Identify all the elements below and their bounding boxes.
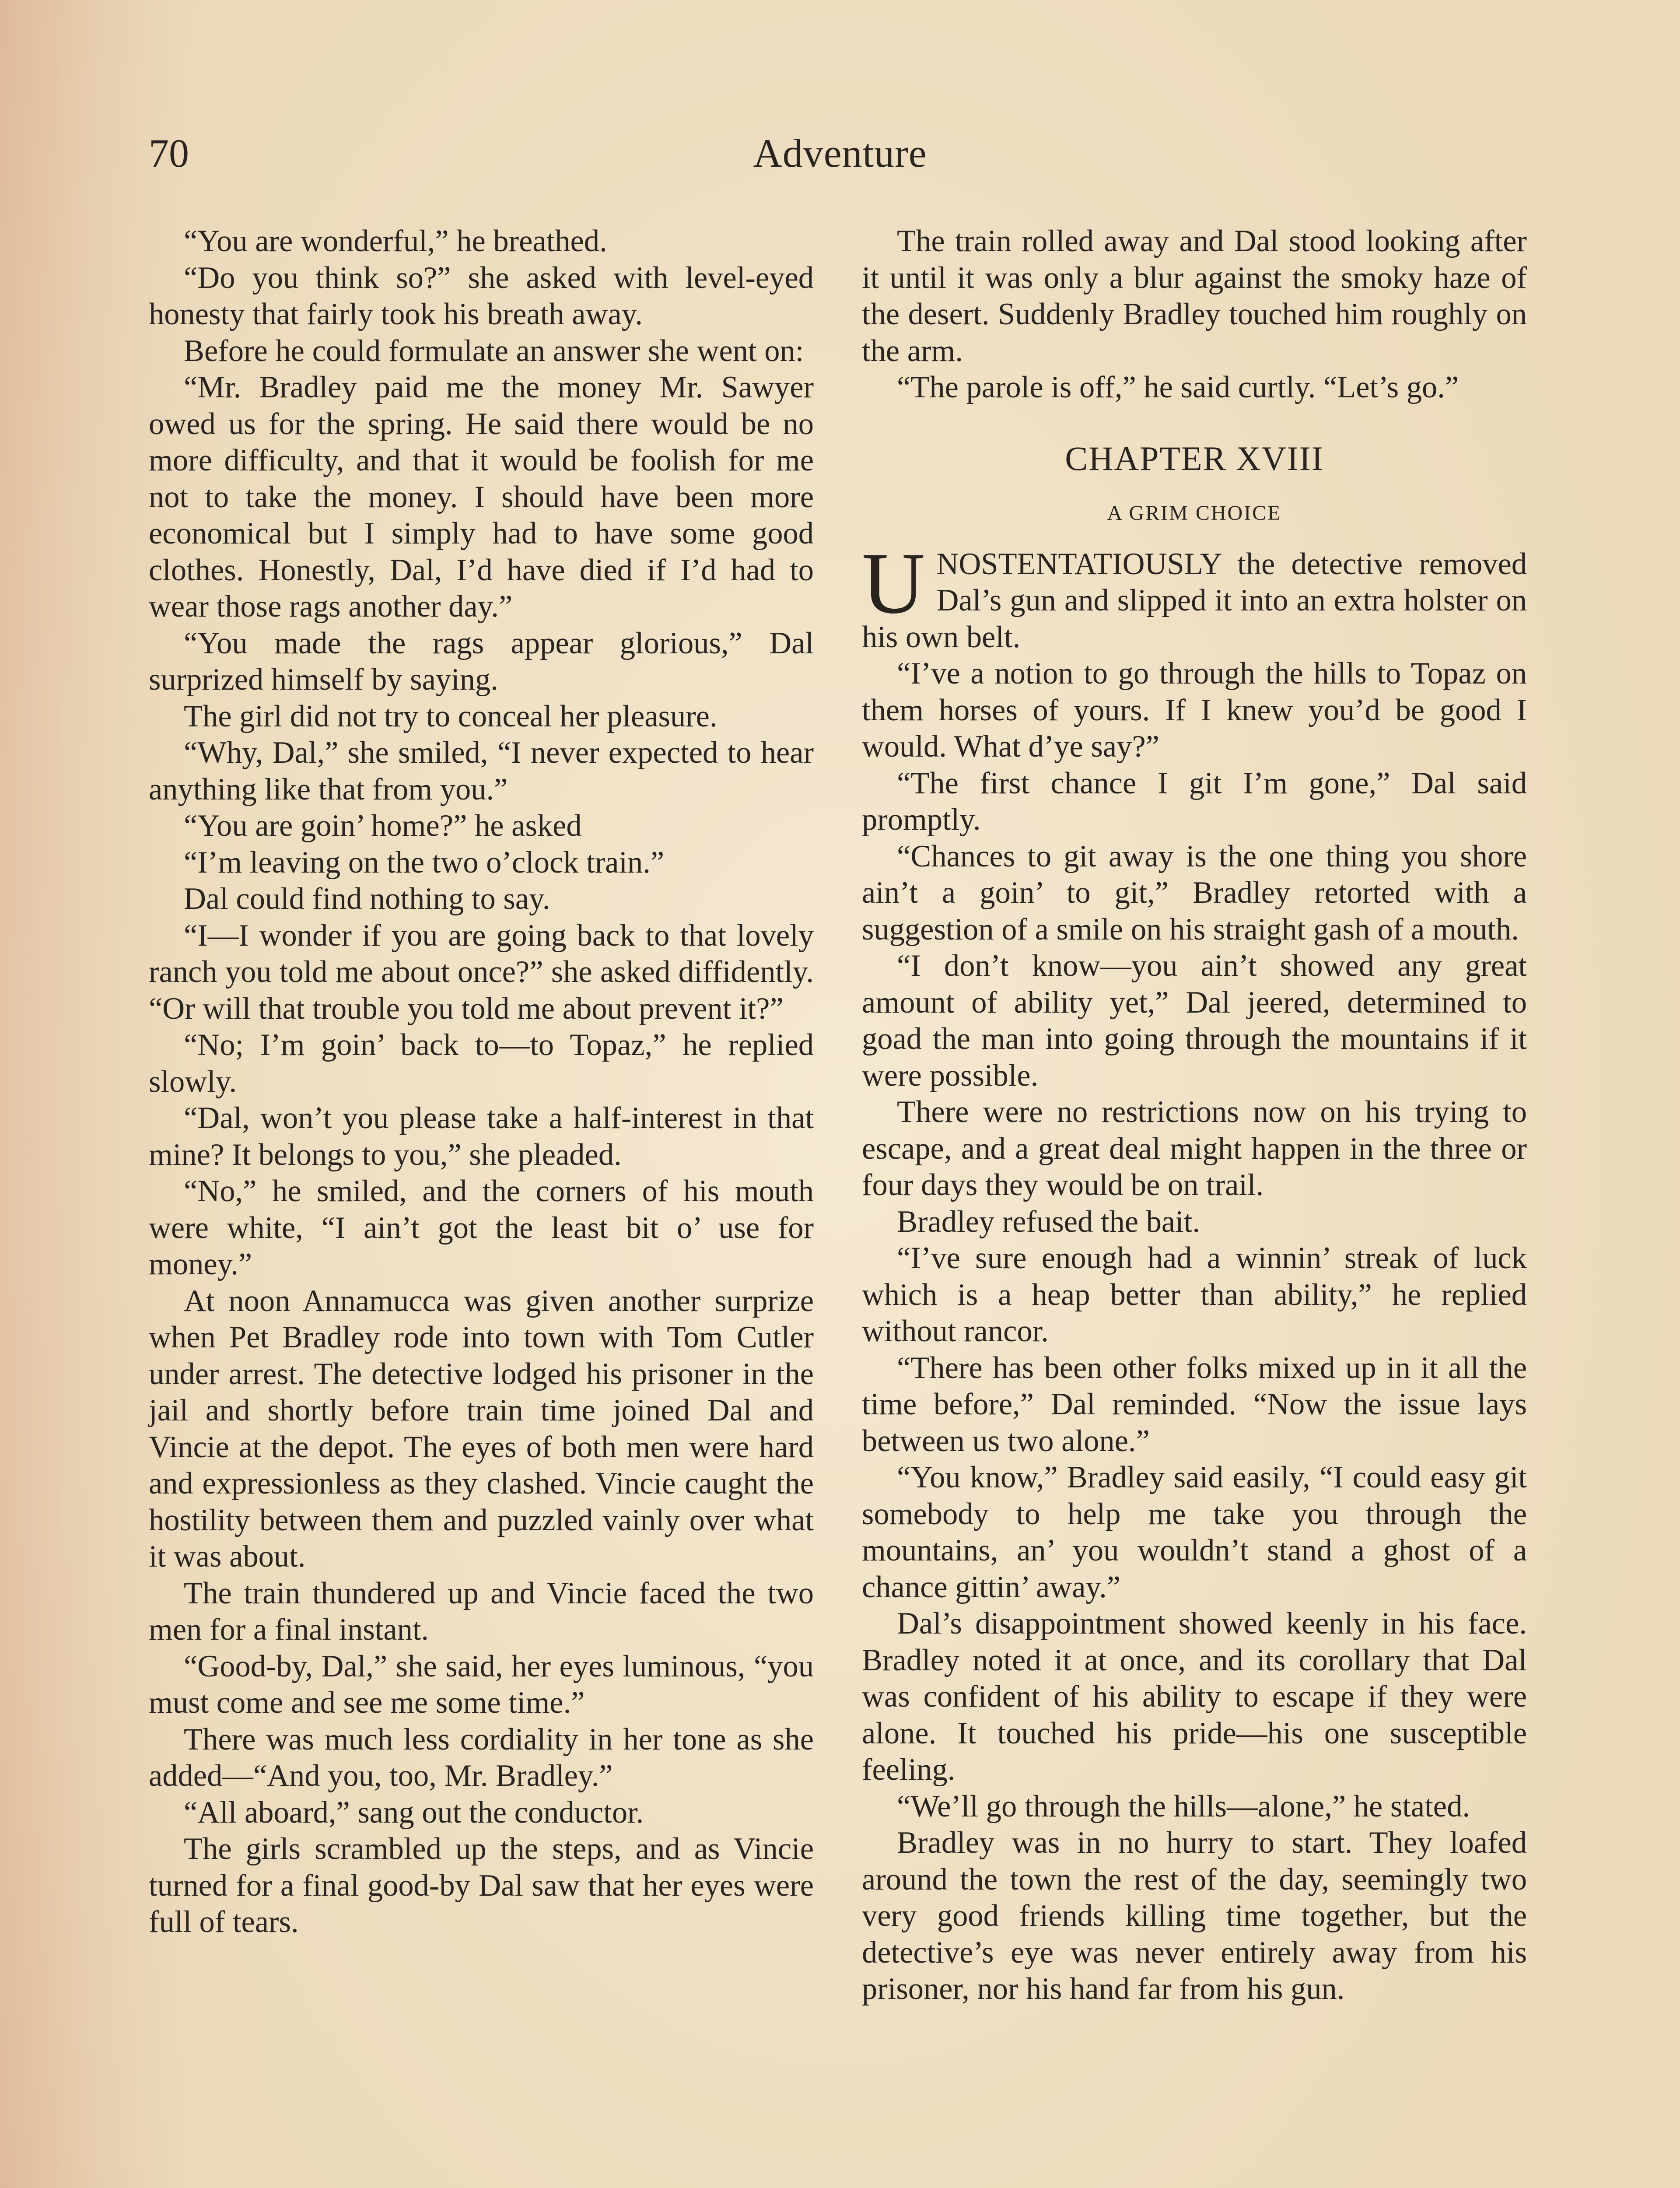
chapter-subtitle: A GRIM CHOICE xyxy=(1107,501,1282,525)
page-number: 70 xyxy=(149,131,189,175)
magazine-title: Adventure xyxy=(753,131,927,175)
paragraph: “Why, Dal,” she smiled, “I never expected to hear anything like that from you.” xyxy=(149,736,814,806)
paragraph: “I don’t know—you ain’t showed any great amount of ability yet,” Dal jeered, determined to goad the man into going through the mountains if it were possible. xyxy=(862,949,1527,1093)
paragraph: “Good-by, Dal,” she said, her eyes luminous, “you must come and see me some time.” xyxy=(149,1649,814,1720)
paragraph: “Dal, won’t you please take a half-interest in that mine? It belongs to you,” she pleaded. xyxy=(149,1101,814,1172)
paragraph: “You made the rags appear glorious,” Dal surprized himself by saying. xyxy=(149,626,814,697)
paragraph: “You are goin’ home?” he asked xyxy=(184,809,582,843)
chapter-heading: CHAPTER XVIII xyxy=(1065,439,1324,477)
paragraph: Bradley refused the bait. xyxy=(897,1204,1200,1239)
paragraph: “Mr. Bradley paid me the money Mr. Sawyer owed us for the spring. He said there would be no more difficulty, and that it would be foolish for me not to take the money. I should have been more economical but I simply had to have some good clothes. Honestly, Dal, I’d have died if I’d had to wear those rags another day.” xyxy=(149,370,814,624)
paragraph: Dal could find nothing to say. xyxy=(184,882,550,916)
left-column xyxy=(149,223,814,1941)
paragraph: “You know,” Bradley said easily, “I could easy git somebody to help me take you through the mountains, an’ you wouldn’t stand a ghost of a chance gittin’ away.” xyxy=(862,1460,1527,1604)
paragraph: At noon Annamucca was given another surprize when Pet Bradley rode into town with Tom Cutler under arrest. The detective lodged his prisoner in the jail and shortly before train time joined Dal and Vincie at the depot. The eyes of both men were hard and expressionless as they clashed. Vincie caught the hostility between them and puzzled vainly over what it was about. xyxy=(149,1283,814,1574)
paragraph: “I—I wonder if you are going back to that lovely ranch you told me about once?” she asked diffidently. “Or will that trouble you told me about prevent it?” xyxy=(149,918,814,1026)
paragraph: “I’ve a notion to go through the hills to Topaz on them horses of yours. If I knew you’d be good I would. What d’ye say?” xyxy=(862,656,1527,764)
opening-text: NOSTENTATIOUSLY the detective removed Dal’s gun and slipped it into an extra holster on his own belt. xyxy=(862,547,1527,654)
paragraph: “I’ve sure enough had a winnin’ streak of luck which is a heap better than ability,” he replied without rancor. xyxy=(862,1241,1527,1348)
chapter-opening-paragraph xyxy=(862,535,1527,656)
paragraph: “We’ll go through the hills—alone,” he stated. xyxy=(897,1789,1470,1823)
drop-cap: U xyxy=(862,535,925,632)
paragraph: “The parole is off,” he said curtly. “Let’s go.” xyxy=(897,370,1459,404)
paragraph: The train thundered up and Vincie faced the two men for a final instant. xyxy=(149,1576,814,1647)
right-column xyxy=(862,223,1527,2008)
paragraph: Bradley was in no hurry to start. They loafed around the town the rest of the day, seemingly two very good friends killing time together, but the detective’s eye was never entirely away from his prisoner, nor his hand far from his gun. xyxy=(862,1826,1527,2006)
paragraph: “Chances to git away is the one thing you shore ain’t a goin’ to git,” Bradley retorted with a suggestion of a smile on his straight gash of a mouth. xyxy=(862,839,1527,947)
paragraph: “No,” he smiled, and the corners of his mouth were white, “I ain’t got the least bit o’ use for money.” xyxy=(149,1174,814,1281)
paragraph: The girl did not try to conceal her pleasure. xyxy=(184,699,718,733)
paragraph: Before he could formulate an answer she went on: xyxy=(184,333,804,368)
paragraph: There were no restrictions now on his trying to escape, and a great deal might happen in the three or four days they would be on trail. xyxy=(862,1095,1527,1202)
paragraph: “All aboard,” sang out the conductor. xyxy=(184,1795,644,1830)
paragraph: “Do you think so?” she asked with level-eyed honesty that fairly took his breath away. xyxy=(149,260,814,331)
running-head xyxy=(149,127,1531,188)
paragraph: “You are wonderful,” he breathed. xyxy=(184,224,607,258)
paragraph: “I’m leaving on the two o’clock train.” xyxy=(184,845,665,880)
paragraph: The girls scrambled up the steps, and as Vincie turned for a final good-by Dal saw that her eyes were full of tears. xyxy=(149,1832,814,1939)
paragraph: “The first chance I git I’m gone,” Dal said promptly. xyxy=(862,766,1527,837)
paragraph: The train rolled away and Dal stood looking after it until it was only a blur against the smoky haze of the desert. Suddenly Bradley touched him roughly on the arm. xyxy=(862,224,1527,368)
paragraph: Dal’s disappointment showed keenly in his face. Bradley noted it at once, and its corollary that Dal was confident of his ability to escape if they were alone. It touched his pride—his one susceptible feeling. xyxy=(862,1606,1527,1787)
paragraph: There was much less cordiality in her tone as she added—“And you, too, Mr. Bradley.” xyxy=(149,1722,814,1793)
paragraph: “There has been other folks mixed up in it all the time before,” Dal reminded. “Now the issue lays between us two alone.” xyxy=(862,1350,1527,1458)
paragraph: “No; I’m goin’ back to—to Topaz,” he replied slowly. xyxy=(149,1028,814,1099)
